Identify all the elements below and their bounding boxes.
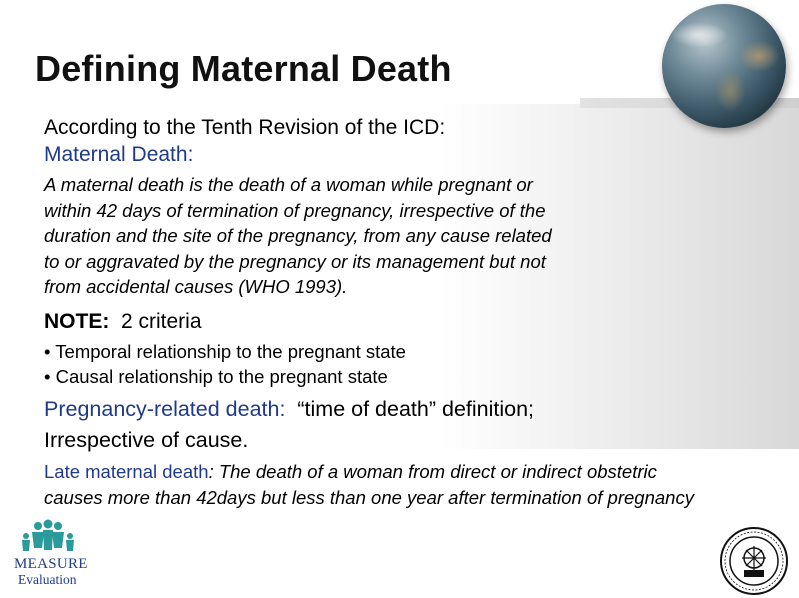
definition-line: within 42 days of termination of pregnancy, irrespective of the bbox=[44, 199, 546, 221]
pregnancy-related-label: Pregnancy-related death: bbox=[44, 396, 286, 421]
page-title: Defining Maternal Death bbox=[35, 48, 452, 89]
evaluation-logo-text: Evaluation bbox=[18, 572, 77, 587]
note-line bbox=[44, 308, 799, 335]
definition-line: duration and the site of the pregnancy, from any cause related bbox=[44, 225, 552, 246]
globe-image bbox=[662, 4, 786, 128]
criteria-list bbox=[44, 339, 799, 390]
late-maternal-block bbox=[44, 459, 799, 511]
definition-text bbox=[44, 172, 799, 300]
late-maternal-line2: causes more than 42days but less than one year after termination of pregnancy bbox=[44, 486, 694, 508]
criteria-item: • Temporal relationship to the pregnant state bbox=[44, 340, 406, 362]
criteria-item: • Causal relationship to the pregnant state bbox=[44, 366, 388, 387]
pregnancy-related-block bbox=[44, 394, 799, 456]
slide-body bbox=[44, 114, 799, 511]
university-seal-icon bbox=[719, 526, 789, 596]
pregnancy-related-text: “time of death” definition; bbox=[297, 396, 535, 421]
measure-logo-text: MEASURE bbox=[14, 556, 88, 572]
definition-line: from accidental causes (WHO 1993). bbox=[44, 276, 348, 297]
intro-text: According to the Tenth Revision of the ICD: bbox=[44, 116, 446, 139]
definition-line: A maternal death is the death of a woman while pregnant or bbox=[44, 174, 533, 195]
definition-line: to or aggravated by the pregnancy or its management but not bbox=[44, 250, 546, 272]
pregnancy-related-line2: Irrespective of cause. bbox=[44, 427, 249, 452]
late-maternal-label: Late maternal death bbox=[44, 460, 209, 482]
note-text: 2 criteria bbox=[121, 309, 202, 333]
maternal-death-label: Maternal Death: bbox=[44, 143, 194, 166]
late-maternal-line1: : The death of a woman from direct or indirect obstetric bbox=[208, 460, 657, 482]
note-label: NOTE: bbox=[44, 309, 110, 333]
